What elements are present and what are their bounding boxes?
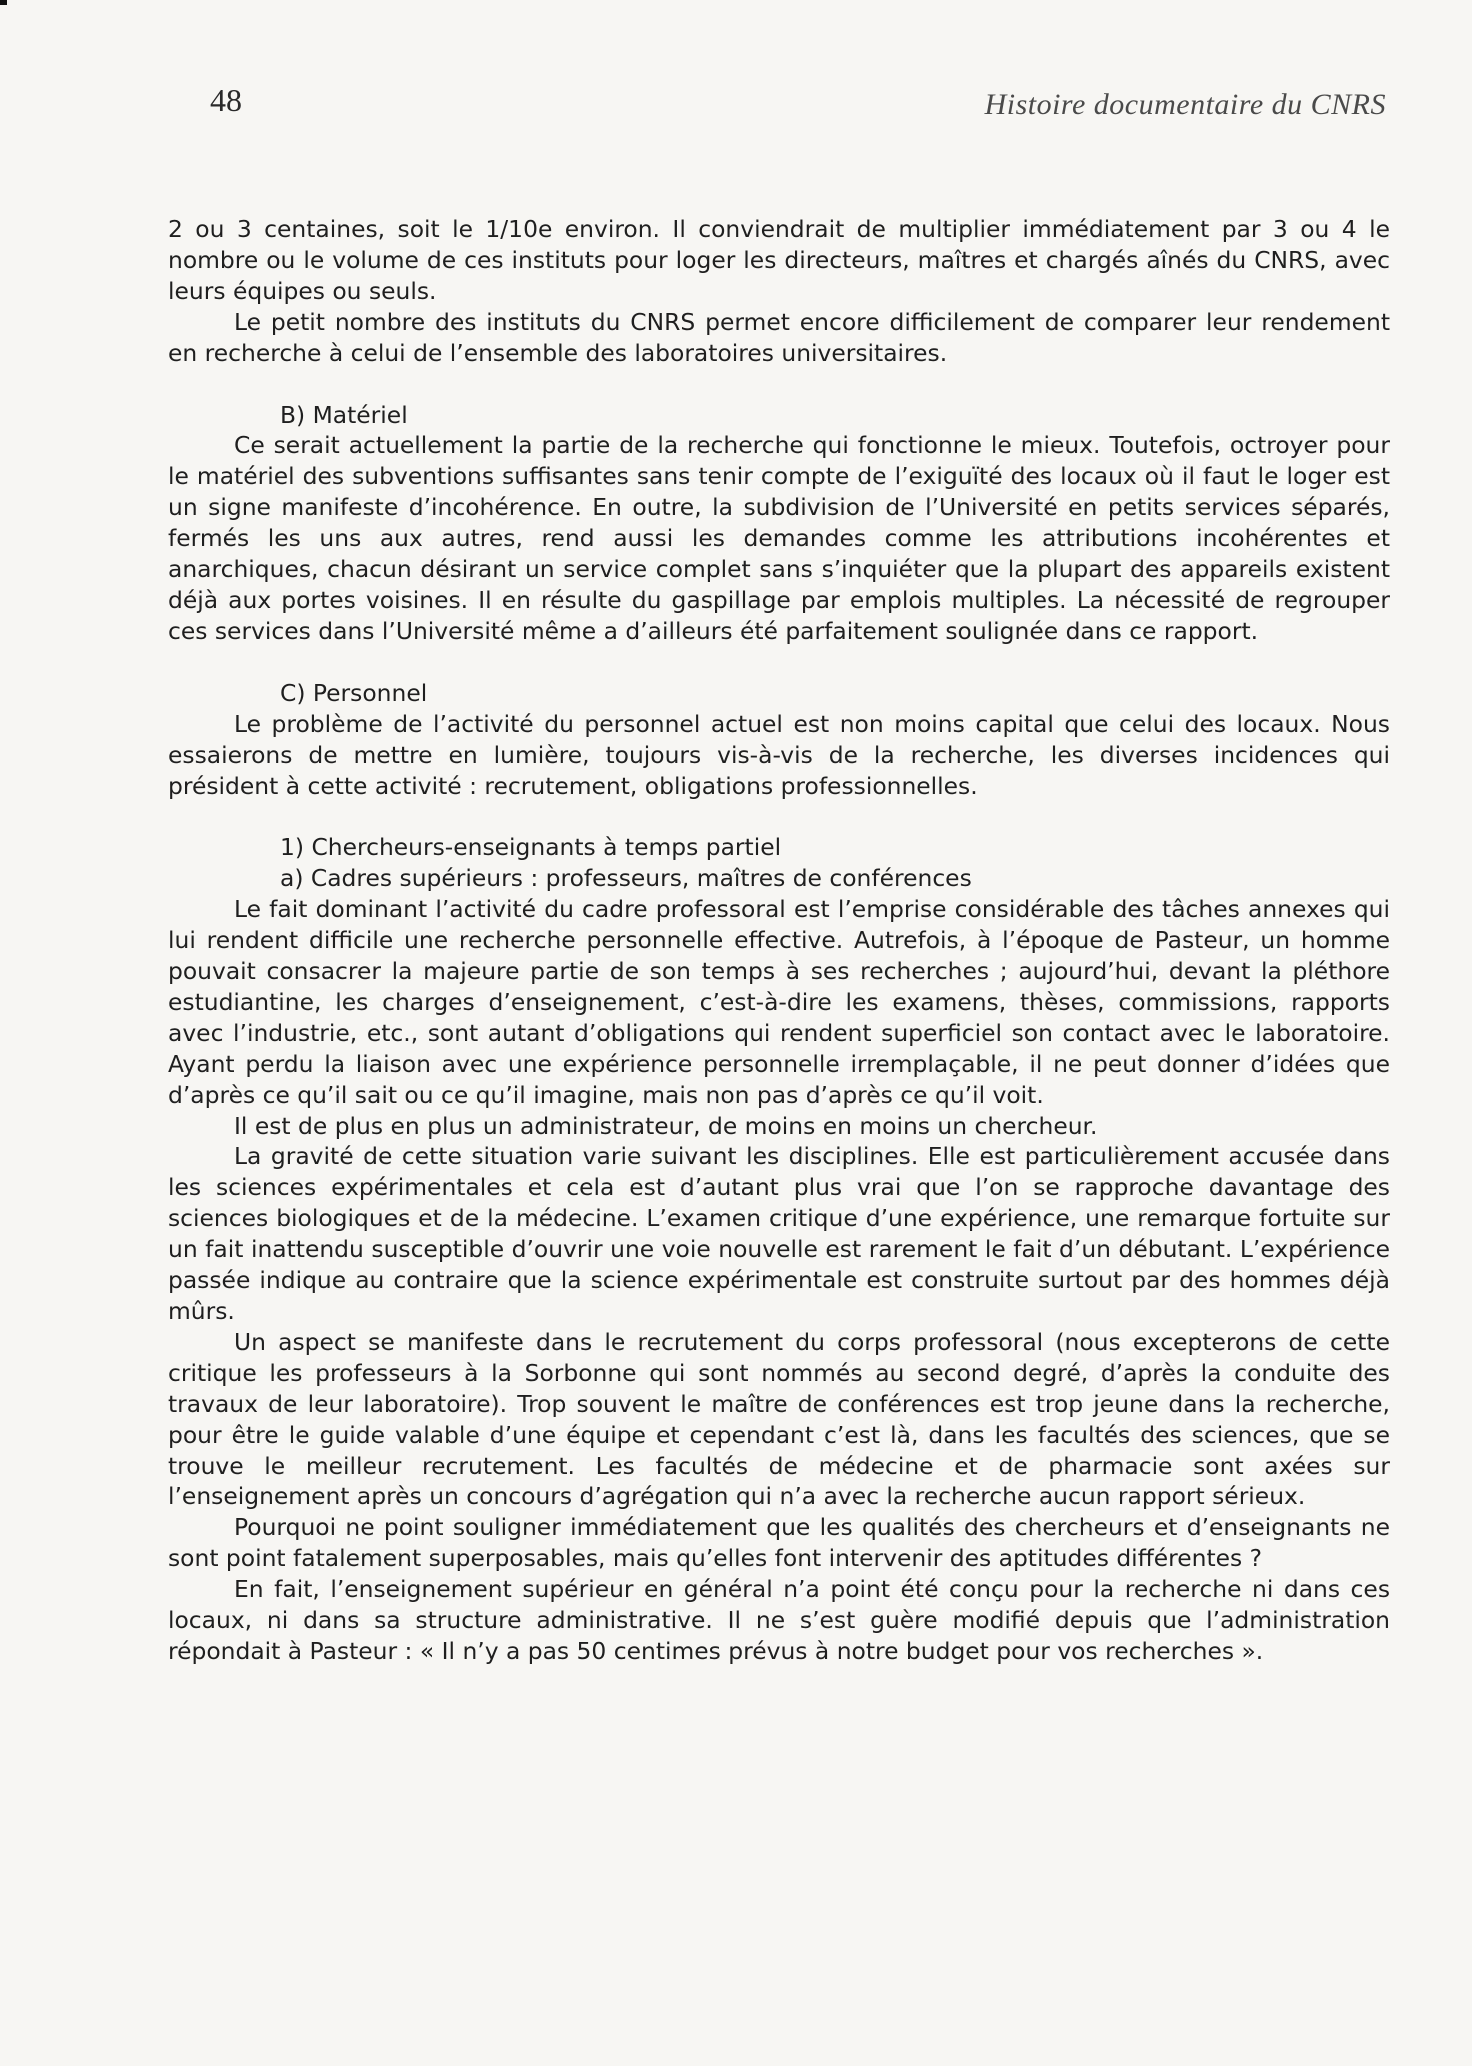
running-head: Histoire documentaire du CNRS <box>984 88 1386 121</box>
paragraph-materiel: Ce serait actuellement la partie de la recherche qui fonctionne le mieux. Toutefois, octroyer pour le matériel des subventions suffisantes sans tenir compte de l’exiguïté des locaux où il faut le loger est un signe manifeste d’incohérence. En outre, la subdivision de l’Université en petits services séparés, fermés les uns aux autres, rend aussi les demandes comme les attributions incohérentes et anarchiques, chacun désirant un service complet sans s’inquiéter que la plupart des appareils existent déjà aux portes voisines. Il en résulte du gaspillage par emplois multiples. La nécessité de regrouper ces services dans l’Université même a d’ailleurs été parfaitement soulignée dans ce rapport. <box>168 431 1390 645</box>
section-heading-personnel: C) Personnel <box>280 678 428 707</box>
section-heading-materiel: B) Matériel <box>280 400 408 429</box>
paragraph-cadres-3: La gravité de cette situation varie suivant les disciplines. Elle est particulièrement accusée dans les sciences expérimentales et cela est d’autant plus vrai que l’on se rapproche davantage des sciences biologiques et de la médecine. L’examen critique d’une expérience, une remarque fortuite sur un fait inattendu susceptible d’ouvrir une voie nouvelle est rarement le fait d’un débutant. L’expérience passée indique au contraire que la science expérimentale est construite surtout par des hommes déjà mûrs. <box>168 1142 1390 1325</box>
paragraph-cadres-6: En fait, l’enseignement supérieur en général n’a point été conçu pour la recherche ni dans ces locaux, ni dans sa structure administrative. Il ne s’est guère modifié depuis que l’administration répondait à Pasteur : « Il n’y a pas 50 centimes prévus à notre budget pour vos recherches ». <box>168 1575 1390 1665</box>
spacer <box>168 801 1390 832</box>
page-body <box>168 214 1390 1667</box>
paragraph-cadres-2: Il est de plus en plus un administrateur, de moins en moins un chercheur. <box>234 1111 1098 1140</box>
spacer <box>168 647 1390 678</box>
paragraph-cadres-5: Pourquoi ne point souligner immédiatement que les qualités des chercheurs et d’enseignants ne sont point fatalement superposables, mais qu’elles font intervenir des aptitudes différentes ? <box>168 1513 1390 1573</box>
paragraph-cadres-4: Un aspect se manifeste dans le recrutement du corps professoral (nous excepterons de cette critique les professeurs à la Sorbonne qui sont nommés au second degré, d’après la conduite des travaux de leur laboratoire). Trop souvent le maître de conférences est trop jeune dans la recherche, pour être le guide valable d’une équipe et cependant c’est là, dans les facultés des sciences, que se trouve le meilleur recrutement. Les facultés de médecine et de pharmacie sont axées sur l’enseignement après un concours d’agrégation qui n’a avec la recherche aucun rapport sérieux. <box>168 1327 1390 1511</box>
subsection-heading-cadres: a) Cadres supérieurs : professeurs, maîtres de conférences <box>280 864 972 893</box>
page-number: 48 <box>210 82 242 118</box>
paragraph-cadres-1: Le fait dominant l’activité du cadre professoral est l’emprise considérable des tâches annexes qui lui rendent difficile une recherche personnelle effective. Autrefois, à l’époque de Pasteur, un homme pouvait consacrer la majeure partie de son temps à ses recherches ; aujourd’hui, devant la pléthore estudiantine, les charges d’enseignement, c’est-à-dire les examens, thèses, commissions, rapports avec l’industrie, etc., sont autant d’obligations qui rendent superficiel son contact avec le laboratoire. Ayant perdu la liaison avec une expérience personnelle irremplaçable, il ne peut donner d’idées que d’après ce qu’il sait ou ce qu’il imagine, mais non pas d’après ce qu’il voit. <box>168 895 1390 1109</box>
spacer <box>168 369 1390 400</box>
scan-corner-mark <box>0 0 7 5</box>
paragraph-intro-2: Le petit nombre des instituts du CNRS permet encore difficilement de comparer leur rendement en recherche à celui de l’ensemble des laboratoires universitaires. <box>168 307 1390 367</box>
paragraph-intro-1: 2 ou 3 centaines, soit le 1/10e environ. Il conviendrait de multiplier immédiatement par 3 ou 4 le nombre ou le volume de ces instituts pour loger les directeurs, maîtres et chargés aînés du CNRS, avec leurs équipes ou seuls. <box>168 215 1390 305</box>
paragraph-personnel: Le problème de l’activité du personnel actuel est non moins capital que celui des locaux. Nous essaierons de mettre en lumière, toujours vis-à-vis de la recherche, les diverses incidences qui président à cette activité : recrutement, obligations professionnelles. <box>168 709 1390 800</box>
subsection-heading-chercheurs: 1) Chercheurs-enseignants à temps partiel <box>280 833 782 862</box>
